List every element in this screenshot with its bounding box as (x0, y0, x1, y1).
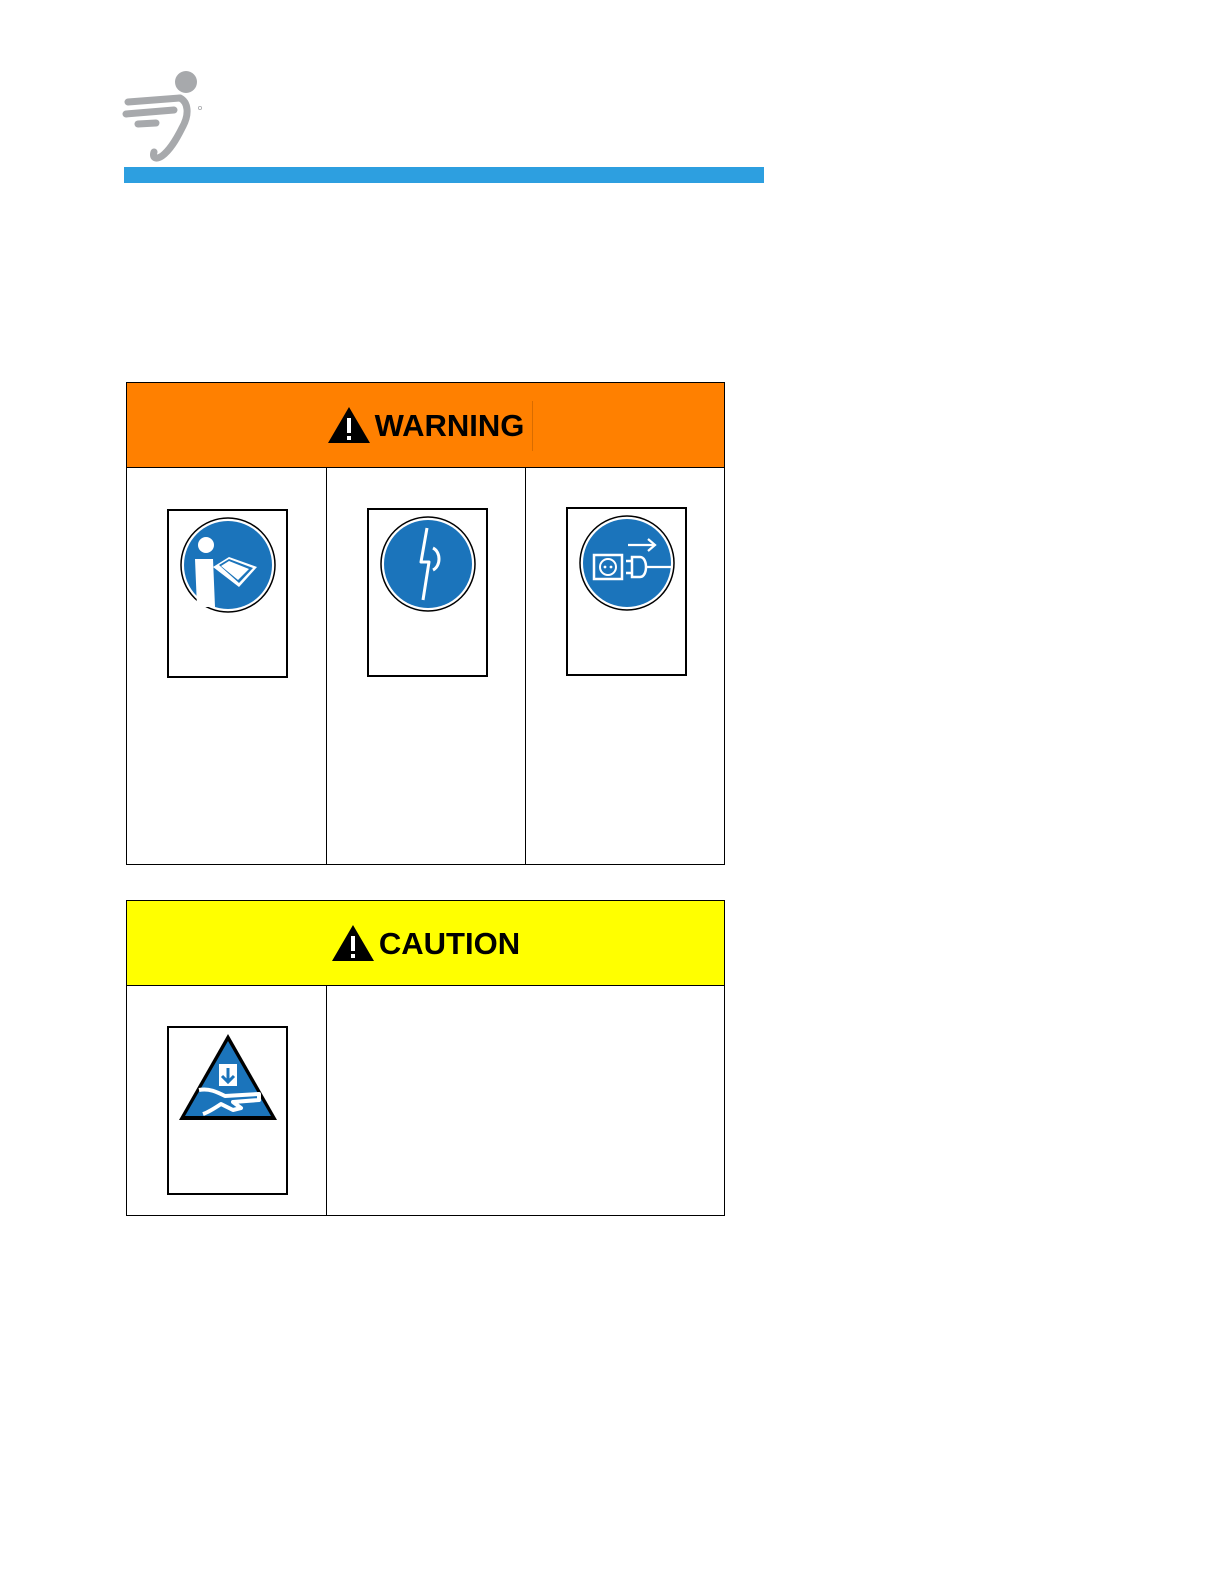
caution-body (127, 986, 724, 1215)
read-manual-sign (167, 509, 288, 678)
warning-label: WARNING (374, 407, 525, 443)
warning-panel (126, 382, 725, 865)
unplug-before-service-icon (568, 513, 685, 623)
warning-triangle-icon (327, 406, 371, 444)
segway-rider-logo-icon (122, 68, 208, 168)
caution-triangle-icon (331, 924, 375, 962)
caution-signal (331, 924, 520, 962)
crush-hazard-sign (167, 1026, 288, 1195)
caution-label: CAUTION (378, 925, 521, 961)
header-accent-bar (124, 167, 764, 183)
caution-panel (126, 900, 725, 1216)
warning-cell-unplug (525, 468, 724, 864)
unplug-sign (566, 507, 687, 676)
warning-header (127, 383, 724, 468)
read-manual-icon (169, 515, 286, 625)
caution-cell-crush-hazard (127, 986, 327, 1215)
header-divider (532, 401, 533, 451)
disconnect-power-sign (367, 508, 488, 677)
brand-logo (122, 68, 208, 168)
caution-header (127, 901, 724, 986)
warning-cell-read-manual (127, 468, 326, 864)
warning-cell-disconnect-power (326, 468, 525, 864)
disconnect-power-icon (369, 514, 486, 624)
hand-crush-hazard-icon (169, 1032, 286, 1132)
warning-body (127, 468, 724, 864)
caution-cell-text (327, 986, 724, 1215)
warning-signal (327, 406, 525, 444)
